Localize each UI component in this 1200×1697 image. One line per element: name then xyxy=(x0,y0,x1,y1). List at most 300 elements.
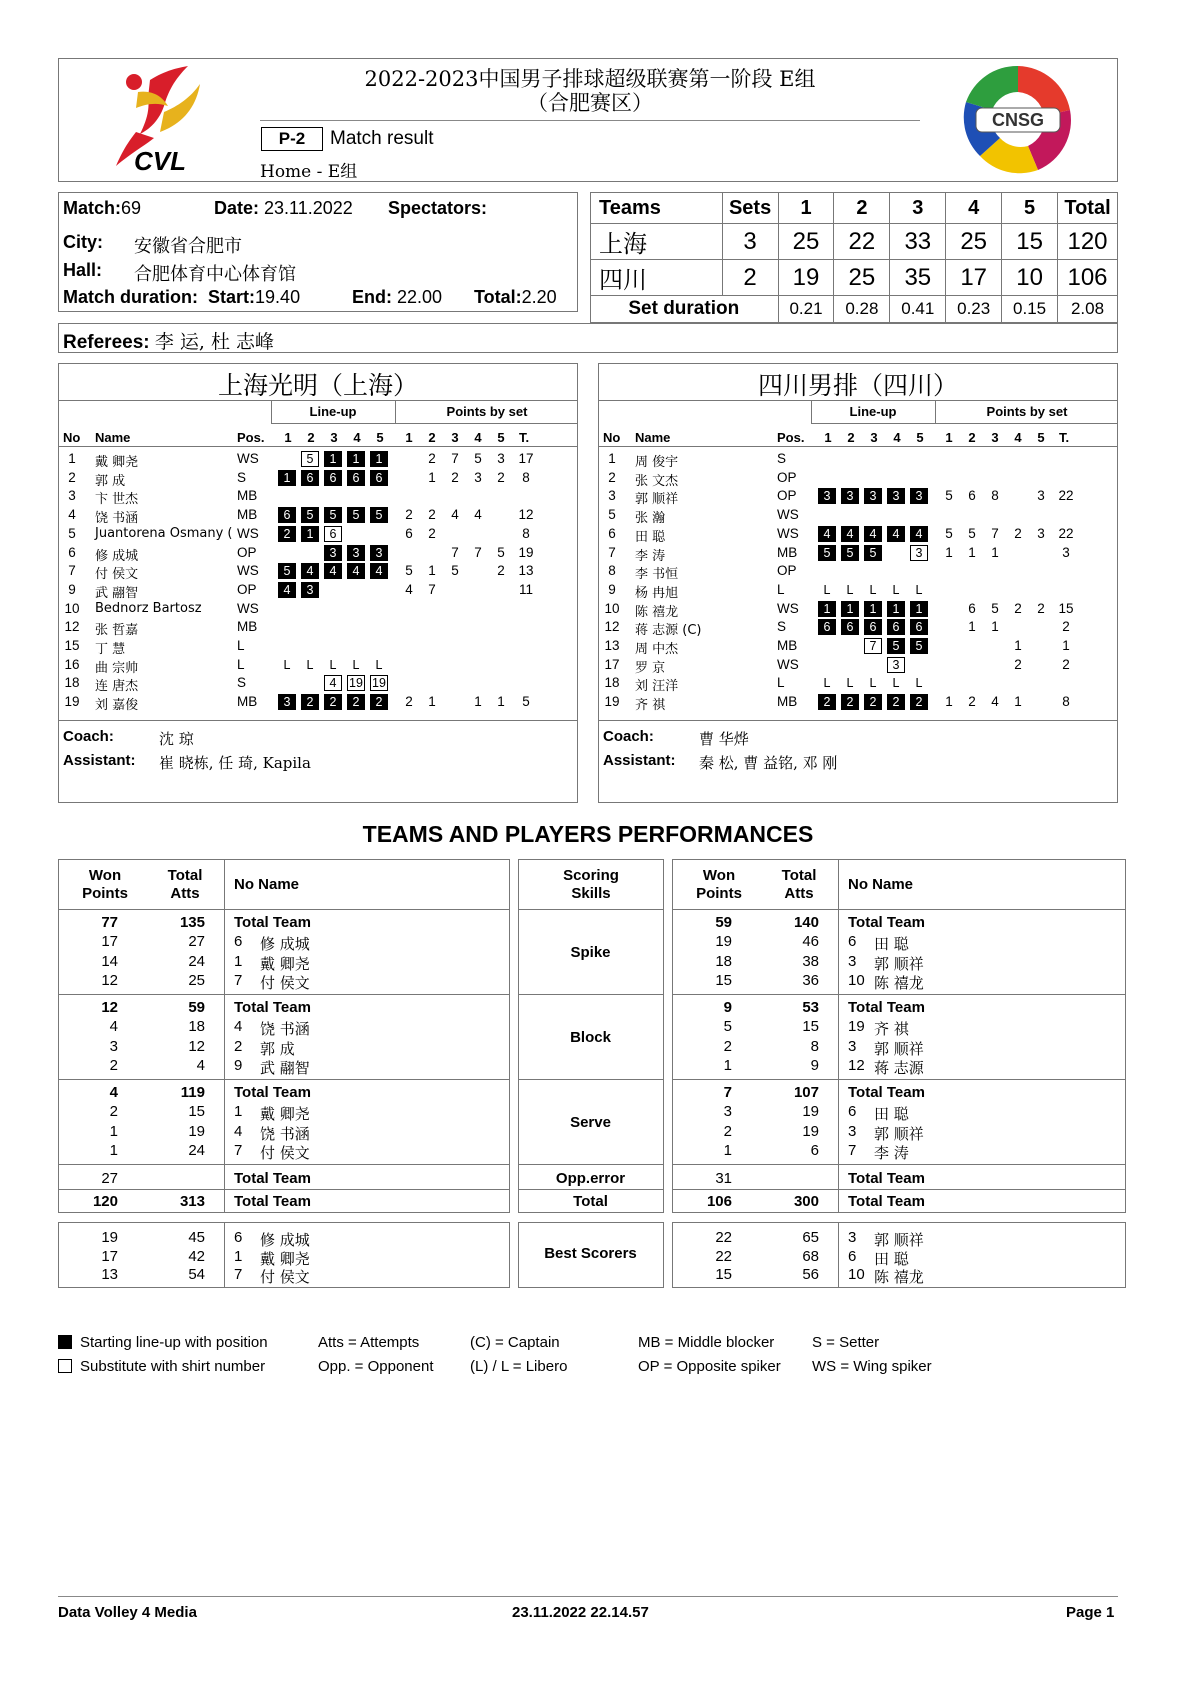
player-name: 陈 禧龙 xyxy=(635,604,679,620)
won-points: 77 xyxy=(101,914,118,931)
player-number: 13 xyxy=(604,638,620,653)
lineup-libero: L xyxy=(823,676,831,691)
set-col-header: 4 xyxy=(893,430,901,445)
skill-header: Scoring Skills xyxy=(563,867,619,902)
set-duration: 0.28 xyxy=(834,296,890,323)
player-name: 付 侯文 xyxy=(260,973,310,992)
column-header-rule xyxy=(599,446,1117,447)
total-attempts: 24 xyxy=(188,952,205,970)
player-name: 刘 嘉俊 xyxy=(95,698,139,714)
perf-col-rule xyxy=(224,1222,225,1288)
points-by-set: 7 xyxy=(428,581,436,597)
team-name: 上海 xyxy=(591,224,723,260)
player-number: 6 xyxy=(68,544,76,560)
points-by-set: 5 xyxy=(968,525,976,541)
points-by-set: 1 xyxy=(1014,694,1022,710)
doc-subtitle: Home - E组 xyxy=(260,162,358,182)
points-by-set: 1 xyxy=(497,694,505,710)
skill-label: Block xyxy=(570,1029,611,1046)
coach-rule xyxy=(599,720,1117,721)
player-row xyxy=(59,469,577,487)
set-col-header: 5 xyxy=(497,430,505,445)
won-points: 1 xyxy=(723,1141,732,1159)
player-number: 3 xyxy=(608,488,616,504)
coach-label: Coach: xyxy=(63,728,114,745)
header-rule xyxy=(260,120,920,121)
player-number: 2 xyxy=(68,469,76,485)
total-attempts: 54 xyxy=(188,1266,205,1283)
player-number: 1 xyxy=(234,1103,243,1121)
skill-block-rule xyxy=(672,994,1126,995)
name-header: Name xyxy=(635,430,671,445)
player-name: 郭 顺祥 xyxy=(874,1039,924,1058)
lineup-start-box: 4 xyxy=(841,526,859,542)
player-name: 蒋 志源 (C) xyxy=(635,623,702,639)
points-by-set: 1 xyxy=(968,544,976,560)
lineup-start-box: 6 xyxy=(887,619,905,635)
total-attempts: 65 xyxy=(802,1229,819,1246)
points-by-set: 4 xyxy=(474,507,482,523)
points-by-set: 2 xyxy=(1014,656,1022,672)
points-total: 19 xyxy=(518,544,534,560)
lineup-start-box: 5 xyxy=(301,507,319,523)
team-panel-away xyxy=(598,363,1118,803)
set-col-header: 3 xyxy=(451,430,459,445)
points-by-set: 1 xyxy=(968,619,976,635)
player-row xyxy=(599,469,1117,487)
total-attempts: 59 xyxy=(188,999,205,1016)
player-number: 1 xyxy=(234,952,243,970)
points-by-set: 5 xyxy=(405,563,413,579)
player-name: Bednorz Bartosz xyxy=(95,600,202,616)
player-row xyxy=(599,544,1117,562)
points-header: Points by set xyxy=(446,404,528,419)
no-name-header: No Name xyxy=(234,876,300,893)
lineup-libero: L xyxy=(846,582,854,597)
player-number: 15 xyxy=(64,638,80,653)
player-position: WS xyxy=(237,600,259,616)
lineup-start-box: 4 xyxy=(370,563,388,579)
points-by-set: 2 xyxy=(428,525,436,541)
player-position: MB xyxy=(237,507,258,523)
player-name: Total Team xyxy=(848,1170,925,1187)
player-row xyxy=(59,506,577,527)
doc-code: P-2 xyxy=(261,127,323,151)
no-header: No xyxy=(63,430,81,445)
points-by-set: 1 xyxy=(428,469,436,485)
set-score: 33 xyxy=(890,224,946,260)
points-by-set: 7 xyxy=(991,525,999,541)
coach-label: Coach: xyxy=(603,728,654,745)
lineup-start-box: 1 xyxy=(910,601,928,617)
player-row xyxy=(59,487,577,508)
total-attempts: 38 xyxy=(802,952,819,970)
player-row xyxy=(599,693,1117,714)
perf-header-rule xyxy=(58,909,510,910)
player-number: 1 xyxy=(68,451,76,466)
lineup-sub-box: 3 xyxy=(910,545,928,561)
set-score: 25 xyxy=(778,224,834,260)
points-by-set: 4 xyxy=(991,694,999,710)
set-score: 15 xyxy=(1002,224,1058,260)
set-score: 25 xyxy=(834,260,890,296)
points-total: 8 xyxy=(1062,694,1070,710)
lineup-libero: L xyxy=(329,657,337,672)
player-name: 张 瀚 xyxy=(635,511,666,527)
points-by-set: 4 xyxy=(405,581,413,597)
lineup-start-box: 2 xyxy=(887,694,905,710)
player-name: 戴 卿尧 xyxy=(95,455,139,470)
set-duration: 0.41 xyxy=(890,296,946,323)
player-number: 16 xyxy=(64,656,80,672)
points-by-set: 3 xyxy=(474,469,482,485)
lineup-start-box: 3 xyxy=(841,488,859,504)
points-by-set: 2 xyxy=(405,507,413,523)
player-number: 2 xyxy=(608,469,616,485)
player-number: 6 xyxy=(848,1103,857,1121)
player-name: 付 侯文 xyxy=(95,567,139,583)
player-position: OP xyxy=(777,488,797,504)
team-title-rule xyxy=(599,400,1117,401)
player-name: 郭 成 xyxy=(260,1039,295,1058)
player-number: 3 xyxy=(848,952,857,970)
sets-table xyxy=(590,192,1118,323)
player-position: WS xyxy=(777,525,799,541)
sets-row-home xyxy=(591,224,1118,260)
no-header: No xyxy=(603,430,621,445)
skill-label: Serve xyxy=(570,1114,611,1131)
set-col-header: 4 xyxy=(474,430,482,445)
won-points: 19 xyxy=(715,933,732,951)
perf-col-rule xyxy=(838,1222,839,1288)
lineup-libero: L xyxy=(306,657,314,672)
doc-type: Match result xyxy=(330,128,434,149)
name-header: Name xyxy=(95,430,131,445)
lineup-start-box: 1 xyxy=(818,601,836,617)
lineup-libero: L xyxy=(375,657,383,672)
won-points: 3 xyxy=(109,1037,118,1055)
player-position: OP xyxy=(237,581,257,597)
won-points: 13 xyxy=(101,1266,118,1283)
player-name: 武 翮智 xyxy=(95,585,139,601)
lineup-start-box: 1 xyxy=(370,451,388,467)
points-by-set: 1 xyxy=(428,694,436,710)
lineup-start-box: 4 xyxy=(864,526,882,542)
total-attempts: 42 xyxy=(188,1247,205,1265)
points-by-set: 7 xyxy=(451,544,459,560)
player-name: Total Team xyxy=(848,999,925,1016)
set-score: 10 xyxy=(1002,260,1058,296)
lineup-start-box: 6 xyxy=(278,507,296,523)
player-number: 1 xyxy=(608,451,616,466)
total-attempts: 12 xyxy=(188,1037,205,1055)
player-number: 2 xyxy=(234,1037,243,1055)
player-name: Total Team xyxy=(234,1193,311,1210)
player-position: L xyxy=(777,581,785,597)
lineup-start-box: 2 xyxy=(370,694,388,710)
total-attempts: 9 xyxy=(810,1056,819,1074)
set-col-header: 1 xyxy=(405,430,413,445)
lineup-start-box: 3 xyxy=(370,545,388,561)
points-by-set: 2 xyxy=(497,563,505,579)
won-points: 4 xyxy=(109,1084,118,1101)
won-points: 15 xyxy=(715,971,732,989)
player-row xyxy=(59,525,577,543)
player-row xyxy=(59,581,577,599)
player-name: 付 侯文 xyxy=(260,1143,310,1162)
player-number: 1 xyxy=(234,1247,243,1265)
team-title-rule xyxy=(59,400,577,401)
player-name: 李 涛 xyxy=(635,548,666,564)
points-by-set: 2 xyxy=(405,694,413,710)
lineup-start-box: 5 xyxy=(841,545,859,561)
total-atts-header: Total Atts xyxy=(781,867,817,902)
points-by-set: 7 xyxy=(451,451,459,466)
match-duration: Match duration: Start:19.40 xyxy=(63,287,301,307)
team-full-name: 四川男排（四川） xyxy=(757,371,958,400)
player-position: WS xyxy=(777,656,799,672)
won-points: 4 xyxy=(109,1018,118,1036)
points-by-set: 5 xyxy=(991,600,999,616)
player-number: 4 xyxy=(234,1122,243,1140)
player-name: Total Team xyxy=(848,914,925,931)
total-attempts: 45 xyxy=(188,1229,205,1246)
player-number: 10 xyxy=(64,600,80,616)
match-end: End: 22.00 xyxy=(352,287,443,307)
player-name: 戴 卿尧 xyxy=(260,1249,310,1268)
won-points: 120 xyxy=(92,1193,118,1210)
lineup-sub-box: 19 xyxy=(347,675,365,691)
points-total: 12 xyxy=(518,507,534,523)
player-name: 郭 顺祥 xyxy=(874,1124,924,1143)
lineup-start-box: 1 xyxy=(887,601,905,617)
player-position: MB xyxy=(237,488,258,504)
lineup-start-box: 3 xyxy=(347,545,365,561)
player-row xyxy=(599,450,1117,468)
player-position: OP xyxy=(237,544,257,560)
lineup-start-box: 4 xyxy=(324,563,342,579)
won-points: 12 xyxy=(101,999,118,1016)
player-number: 3 xyxy=(848,1122,857,1140)
lineup-start-box: 3 xyxy=(301,582,319,598)
player-number: 6 xyxy=(848,933,857,951)
total-score: 120 xyxy=(1058,224,1118,260)
player-name: 张 文杰 xyxy=(635,473,679,489)
points-by-set: 2 xyxy=(1014,525,1022,541)
won-points-header: Won Points xyxy=(82,867,128,902)
player-number: 10 xyxy=(604,600,620,616)
won-points: 18 xyxy=(715,952,732,970)
sets-won: 3 xyxy=(722,224,778,260)
points-by-set: 2 xyxy=(497,469,505,485)
points-by-set: 7 xyxy=(474,544,482,560)
won-points: 2 xyxy=(109,1056,118,1074)
player-number: 3 xyxy=(848,1037,857,1055)
won-points: 1 xyxy=(109,1122,118,1140)
lineup-sub-box: 5 xyxy=(301,451,319,467)
won-points: 12 xyxy=(101,971,118,989)
player-row xyxy=(59,450,577,468)
player-number: 7 xyxy=(234,971,243,989)
lineup-libero: L xyxy=(892,676,900,691)
lineup-start-box: 3 xyxy=(910,488,928,504)
lineup-sub-box: 3 xyxy=(887,657,905,673)
won-points: 5 xyxy=(723,1018,732,1036)
player-row xyxy=(59,618,577,639)
player-name: 周 中杰 xyxy=(635,642,679,657)
subheader-rule xyxy=(811,423,1118,424)
lineup-sub-box: 19 xyxy=(370,675,388,691)
city-value: 安徽省合肥市 xyxy=(134,236,242,257)
player-name: 饶 书涵 xyxy=(260,1124,310,1143)
player-number: 7 xyxy=(608,544,616,560)
won-points: 14 xyxy=(101,952,118,970)
lineup-start-box: 6 xyxy=(910,619,928,635)
player-name: 刘 汪洋 xyxy=(635,679,679,695)
player-number: 4 xyxy=(234,1018,243,1036)
lineup-libero: L xyxy=(283,657,291,672)
set-col-header: 2 xyxy=(307,430,315,445)
lineup-start-box: 2 xyxy=(818,694,836,710)
skill-block-rule xyxy=(58,1079,510,1080)
set-duration: 0.23 xyxy=(946,296,1002,323)
lineup-start-box: 1 xyxy=(347,451,365,467)
total-attempts: 68 xyxy=(802,1247,819,1265)
player-row xyxy=(59,600,577,618)
player-number: 19 xyxy=(64,694,80,710)
lineup-start-box: 3 xyxy=(324,545,342,561)
performance-title: TEAMS AND PLAYERS PERFORMANCES xyxy=(362,821,814,847)
player-number: 6 xyxy=(234,933,243,951)
footer-page: Page 1 xyxy=(1066,1604,1115,1621)
points-total: 22 xyxy=(1058,488,1074,504)
won-points: 2 xyxy=(723,1037,732,1055)
sets-row-away xyxy=(591,260,1118,296)
won-points: 19 xyxy=(101,1229,118,1246)
player-name: 齐 祺 xyxy=(635,698,666,714)
player-number: 19 xyxy=(848,1018,865,1036)
player-position: L xyxy=(777,675,785,691)
lineup-sub-box: 4 xyxy=(324,675,342,691)
points-by-set: 6 xyxy=(968,488,976,504)
points-by-set: 1 xyxy=(428,563,436,579)
player-name: 修 成城 xyxy=(260,935,310,954)
lineup-start-box: 1 xyxy=(841,601,859,617)
points-by-set: 3 xyxy=(497,451,505,466)
total-attempts: 6 xyxy=(810,1141,819,1159)
total-attempts: 36 xyxy=(802,971,819,989)
player-position: WS xyxy=(777,600,799,616)
player-name: 郭 顺祥 xyxy=(874,1231,924,1249)
lineup-sub-box: 6 xyxy=(324,526,342,542)
points-total: 8 xyxy=(522,525,530,541)
perf-col-rule xyxy=(838,859,839,1213)
player-position: L xyxy=(237,656,245,672)
lineup-start-box: 6 xyxy=(370,470,388,486)
lineup-start-box: 5 xyxy=(278,563,296,579)
skill-block-rule xyxy=(58,1164,510,1165)
lineup-start-box: 2 xyxy=(324,694,342,710)
total-attempts: 18 xyxy=(188,1018,205,1036)
player-row xyxy=(59,674,577,695)
player-name: 杨 冉旭 xyxy=(635,585,679,601)
lineup-libero: L xyxy=(352,657,360,672)
player-number: 8 xyxy=(608,563,616,579)
points-by-set: 3 xyxy=(1037,488,1045,504)
points-by-set: 6 xyxy=(405,525,413,541)
won-points: 27 xyxy=(101,1170,118,1187)
lineup-start-box: 4 xyxy=(347,563,365,579)
lineup-start-box: 6 xyxy=(864,619,882,635)
skill-block-rule xyxy=(518,994,664,995)
player-name: 蒋 志源 xyxy=(874,1058,924,1077)
set-score: 25 xyxy=(946,224,1002,260)
player-number: 12 xyxy=(64,619,80,635)
total-attempts: 15 xyxy=(802,1018,819,1036)
player-name: Total Team xyxy=(234,999,311,1016)
player-name: 曲 宗帅 xyxy=(95,660,139,676)
won-points: 22 xyxy=(715,1229,732,1246)
points-total: 5 xyxy=(522,694,530,710)
points-total: 2 xyxy=(1062,619,1070,635)
player-position: MB xyxy=(237,619,258,635)
points-by-set: 8 xyxy=(991,488,999,504)
lineup-start-box: 5 xyxy=(347,507,365,523)
city-label: City: xyxy=(63,232,103,252)
cvl-logo-text: CVL xyxy=(134,146,186,176)
skill-label: Total xyxy=(573,1193,608,1210)
player-name: Total Team xyxy=(848,1084,925,1101)
lineup-libero: L xyxy=(846,676,854,691)
player-position: MB xyxy=(237,694,258,710)
lineup-start-box: 2 xyxy=(841,694,859,710)
legend-captain: (C) = Captain xyxy=(470,1334,560,1351)
assistant-names: 秦 松, 曹 益铭, 邓 刚 xyxy=(699,754,838,772)
total-attempts: 4 xyxy=(196,1056,205,1074)
points-by-set: 1 xyxy=(1014,638,1022,653)
points-by-set: 1 xyxy=(945,694,953,710)
lineup-start-box: 5 xyxy=(370,507,388,523)
set-duration-row xyxy=(591,296,1118,323)
player-number: 7 xyxy=(234,1141,243,1159)
player-name: 饶 书涵 xyxy=(260,1020,310,1039)
player-number: 18 xyxy=(64,675,80,691)
player-name: 饶 书涵 xyxy=(95,511,139,527)
skill-block-rule xyxy=(58,994,510,995)
player-number: 7 xyxy=(234,1266,243,1283)
player-number: 17 xyxy=(604,656,620,672)
player-name: 郭 成 xyxy=(95,473,126,489)
player-row xyxy=(599,487,1117,508)
player-position: S xyxy=(237,675,247,691)
player-position: L xyxy=(237,638,245,653)
lineup-start-box: 4 xyxy=(301,563,319,579)
player-name: 付 侯文 xyxy=(260,1268,310,1286)
total-attempts: 25 xyxy=(188,971,205,989)
lineup-start-box: 1 xyxy=(301,526,319,542)
set-col-header: 2 xyxy=(968,430,976,445)
lineup-libero: L xyxy=(869,676,877,691)
won-points-header: Won Points xyxy=(696,867,742,902)
lineup-start-box: 2 xyxy=(347,694,365,710)
cvl-logo xyxy=(108,62,208,177)
won-points: 2 xyxy=(109,1103,118,1121)
player-name: 戴 卿尧 xyxy=(260,954,310,973)
points-by-set: 2 xyxy=(428,507,436,523)
skill-block-rule xyxy=(518,1079,664,1080)
points-by-set: 5 xyxy=(451,563,459,579)
hall-label: Hall: xyxy=(63,260,103,280)
